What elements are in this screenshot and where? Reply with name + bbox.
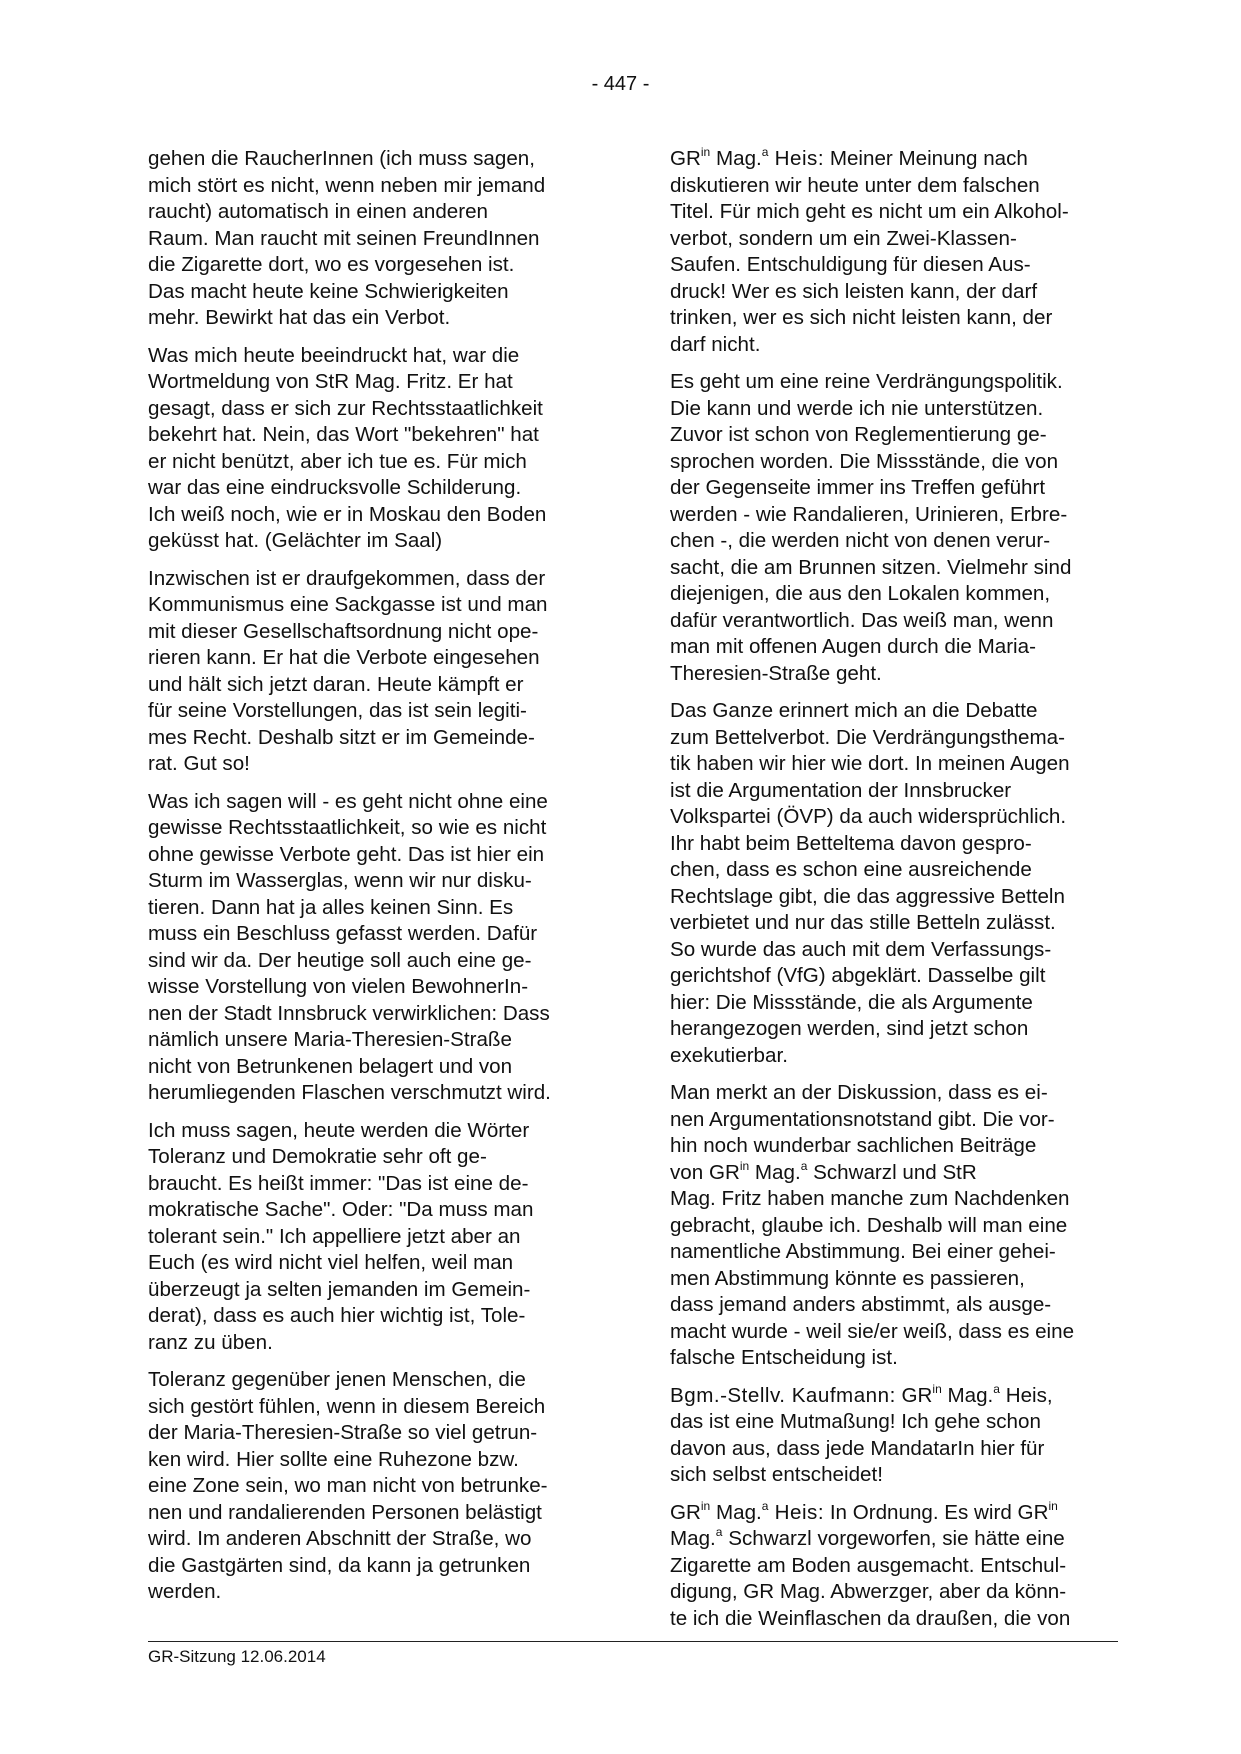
speaker-kaufmann: Bgm.-Stellv. Kaufmann: — [670, 1383, 896, 1407]
left-paragraph-2: Was mich heute beeindruckt hat, war die Wortmeldung von StR Mag. Fritz. Er hat gesagt, dass er sich zur Rechtsstaatlichkeit bekehrt hat. Nein, das Wort "bekehren" hat er nicht benützt, aber ich tue es. Für mich war das eine eindrucksvolle Schilderung. Ich weiß noch, wie er in Moskau den Boden geküsst hat. (Gelächter im Saal) — [148, 343, 547, 552]
left-paragraph-4: Was ich sagen will - es geht nicht ohne eine gewisse Rechtsstaatlichkeit, so wie es nicht ohne gewisse Verbote geht. Das ist hier ein Sturm im Wasserglas, wenn wir nur disku- tieren. Dann hat ja alles keinen Sinn. Es muss ein Beschluss gefasst werden. Dafür sind wir da. Der heutige soll auch eine ge- wisse Vorstellung von vielen BewohnerIn- nen der Stadt Innsbruck verwirklichen: Dass nämlich unsere Maria-Theresien-Straße nicht von Betrunkenen belagert und von herumliegenden Flaschen verschmutzt wird. — [148, 789, 551, 1104]
paragraph-heis-2: $GR^{in}$ Mag.$^a$ Heis: In Ordnung. Es wird $GR^{in}$ Mag.$^a$ Schwarzl vorgeworfen, sie hätte eine Zigarette am Boden ausgemacht. Entschul- digung, GR Mag. Abwerzger, aber da könn- te ich die Weinflaschen da draußen, die von — [670, 1498, 1071, 1630]
speaker-heis: $GR^{in}$ Mag.$^a$ Heis: — [670, 145, 825, 170]
page-number: - 447 - — [591, 73, 650, 95]
paragraph-heis-1: $GR^{in}$ Mag.$^a$ Heis: Meiner Meinung nach diskutieren wir heute unter dem falschen Titel. Für mich geht es nicht um ein Alkohol- verbot, sondern um ein Zwei-Klassen- Saufen. Entschuldigung für diesen Aus- druck! Wer es sich leisten kann, der darf trinken, wer es sich nicht leisten kann, der darf nicht. — [670, 145, 1069, 356]
footer-session-date: GR-Sitzung 12.06.2014 — [148, 1647, 326, 1666]
left-paragraph-5: Ich muss sagen, heute werden die Wörter Toleranz und Demokratie sehr oft ge- braucht. Es heißt immer: "Das ist eine de- mokratische Sache". Oder: "Da muss man tolerant sein." Ich appelliere jetzt aber an Euch (es wird nicht viel helfen, weil man überzeugt ja selten jemanden im Gemein- derat), dass es auch hier wichtig ist, Tole- ranz zu üben. — [148, 1118, 534, 1354]
left-paragraph-3: Inzwischen ist er draufgekommen, dass der Kommunismus eine Sackgasse ist und man mit dieser Gesellschaftsordnung nicht ope- rieren kann. Er hat die Verbote eingesehen und hält sich jetzt daran. Heute kämpft er für seine Vorstellungen, das ist sein legiti- mes Recht. Deshalb sitzt er im Gemeinde- rat. Gut so! — [148, 566, 548, 775]
paragraph-4: Man merkt an der Diskussion, dass es ei- nen Argumentationsnotstand gibt. Die vor- hin noch wunderbar sachlichen Beiträge von $GR^{in}$ Mag.$^a$ Schwarzl und StR Mag. Fritz haben manche zum Nachdenken gebracht, glaube ich. Deshalb will man eine namentliche Abstimmung. Bei einer gehei- men Abstimmung könnte es passieren, dass jemand anders abstimmt, als ausge- macht wurde - weil sie/er weiß, dass es eine falsche Entscheidung ist. — [670, 1081, 1075, 1369]
left-column — [148, 146, 596, 1617]
footer-rule — [148, 1641, 1118, 1642]
left-paragraph-1: gehen die RaucherInnen (ich muss sagen, mich stört es nicht, wenn neben mir jemand raucht) automatisch in einen anderen Raum. Man raucht mit seinen FreundInnen die Zigarette dort, wo es vorgesehen ist. Das macht heute keine Schwierigkeiten mehr. Bewirkt hat das ein Verbot. — [148, 147, 546, 329]
paragraph-3: Das Ganze erinnert mich an die Debatte zum Bettelverbot. Die Verdrängungsthema- tik haben wir hier wie dort. In meinen Augen ist die Argumentation der Innsbrucker Volkspartei (ÖVP) da auch widersprüchlich. Ihr habt beim Betteltema davon gespro- chen, dass es schon eine ausreichende Rechtslage gibt, die das aggressive Betteln verbietet und nur das stille Betteln zulässt. So wurde das auch mit dem Verfassungs- gerichtshof (VfG) abgeklärt. Dasselbe gilt hier: Die Missstände, die als Argumente herangezogen werden, sind jetzt schon exekutierbar. — [670, 699, 1070, 1067]
left-paragraph-6: Toleranz gegenüber jenen Menschen, die sich gestört fühlen, wenn in diesem Bereich der Maria-Theresien-Straße so viel getrun- ken wird. Hier sollte eine Ruhezone bzw. eine Zone sein, wo man nicht von betrunke- nen und randalierenden Personen belästigt wird. Im anderen Abschnitt der Straße, wo die Gastgärten sind, da kann ja getrunken werden. — [148, 1368, 548, 1603]
paragraph-kaufmann: Bgm.-Stellv. Kaufmann: $GR^{in}$ Mag.$^a$ Heis, das ist eine Mutmaßung! Ich gehe schon davon aus, dass jede MandatarIn hier für sich selbst entscheidet! — [670, 1381, 1053, 1486]
paragraph-2: Es geht um eine reine Verdrängungspolitik. Die kann und werde ich nie unterstützen. Zuvor ist schon von Reglementierung ge- sprochen worden. Die Missstände, die von der Gegenseite immer ins Treffen geführt werden - wie Randalieren, Urinieren, Erbre- chen -, die werden nicht von denen verur- sacht, die am Brunnen sitzen. Vielmehr sind diejenigen, die aus den Lokalen kommen, dafür verantwortlich. Das weiß man, wenn man mit offenen Augen durch die Maria- Theresien-Straße geht. — [670, 370, 1072, 685]
right-column — [670, 146, 1118, 1643]
